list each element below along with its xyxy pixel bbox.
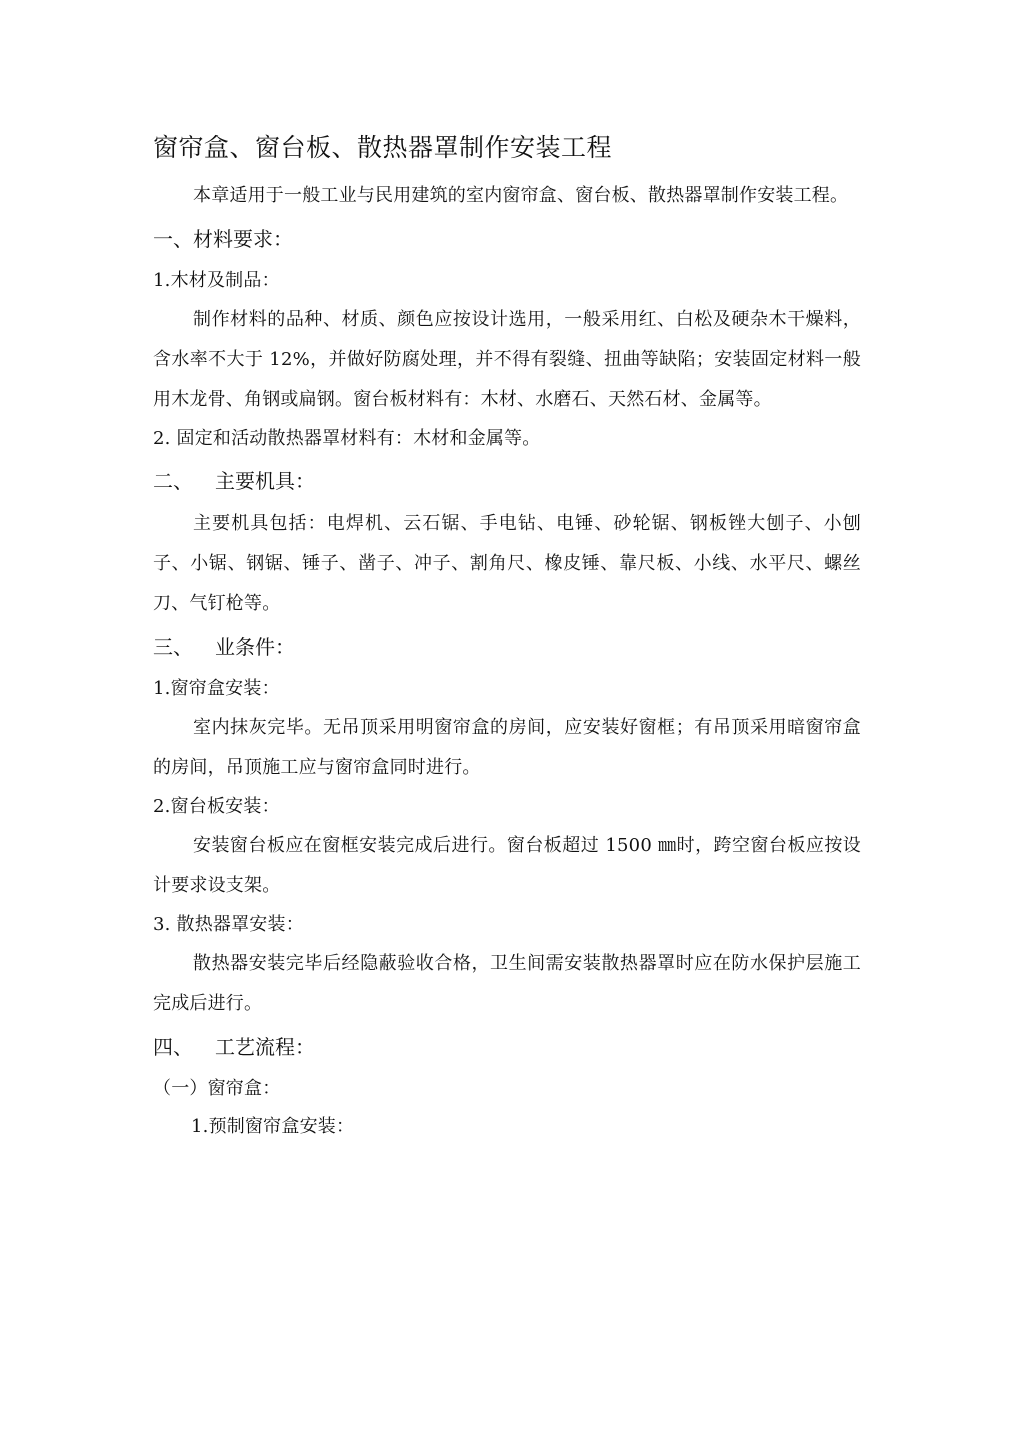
document-title: 窗帘盒、窗台板、散热器罩制作安装工程: [153, 133, 613, 162]
subsection-label: （一）窗帘盒：: [153, 1078, 281, 1099]
section-heading-tools: [153, 466, 861, 496]
section-title: 业条件：: [215, 635, 295, 659]
item-paragraph: 散热器安装完毕后经隐蔽验收合格，卫生间需安装散热器罩时应在防水保护层施工完成后进行。: [153, 953, 861, 1014]
section-heading-materials: [153, 224, 861, 254]
section-number: 四、: [153, 1035, 193, 1059]
subitem-label: 1.预制窗帘盒安装：: [191, 1116, 355, 1137]
item-paragraph: 制作材料的品种、材质、颜色应按设计选用，一般采用红、白松及硬杂木干燥料，含水率不大于 12%，并做好防腐处理，并不得有裂缝、扭曲等缺陷；安装固定材料一般用木龙骨、角钢或扁钢。窗台板材料有：木材、水磨石、天然石材、金属等。: [153, 309, 861, 410]
item-label: 1.木材及制品：: [153, 270, 280, 291]
intro-paragraph: 本章适用于一般工业与民用建筑的室内窗帘盒、窗台板、散热器罩制作安装工程。: [193, 185, 849, 206]
item-label: 1.窗帘盒安装：: [153, 678, 280, 699]
document-page: [153, 128, 861, 1146]
item-label: 2. 固定和活动散热器罩材料有：木材和金属等。: [153, 428, 541, 449]
section-heading-conditions: [153, 632, 861, 662]
section-title: 材料要求：: [193, 227, 293, 251]
item-label: 3. 散热器罩安装：: [153, 914, 304, 935]
section-number: 三、: [153, 635, 193, 659]
item-paragraph: 安装窗台板应在窗框安装完成后进行。窗台板超过 1500 ㎜时，跨空窗台板应按设计要求设支架。: [153, 835, 861, 896]
item-paragraph: 室内抹灰完毕。无吊顶采用明窗帘盒的房间，应安装好窗框；有吊顶采用暗窗帘盒的房间，吊顶施工应与窗帘盒同时进行。: [153, 717, 861, 778]
section-title: 工艺流程：: [215, 1035, 315, 1059]
item-label: 2.窗台板安装：: [153, 796, 280, 817]
section-number: 二、: [153, 469, 193, 493]
section-heading-process: [153, 1032, 861, 1062]
tools-paragraph: 主要机具包括：电焊机、云石锯、手电钻、电锤、砂轮锯、钢板锉大刨子、小刨子、小锯、钢锯、锤子、凿子、冲子、割角尺、橡皮锤、靠尺板、小线、水平尺、螺丝刀、气钉枪等。: [153, 513, 861, 614]
section-title: 主要机具：: [215, 469, 315, 493]
section-number: 一、: [153, 227, 193, 251]
